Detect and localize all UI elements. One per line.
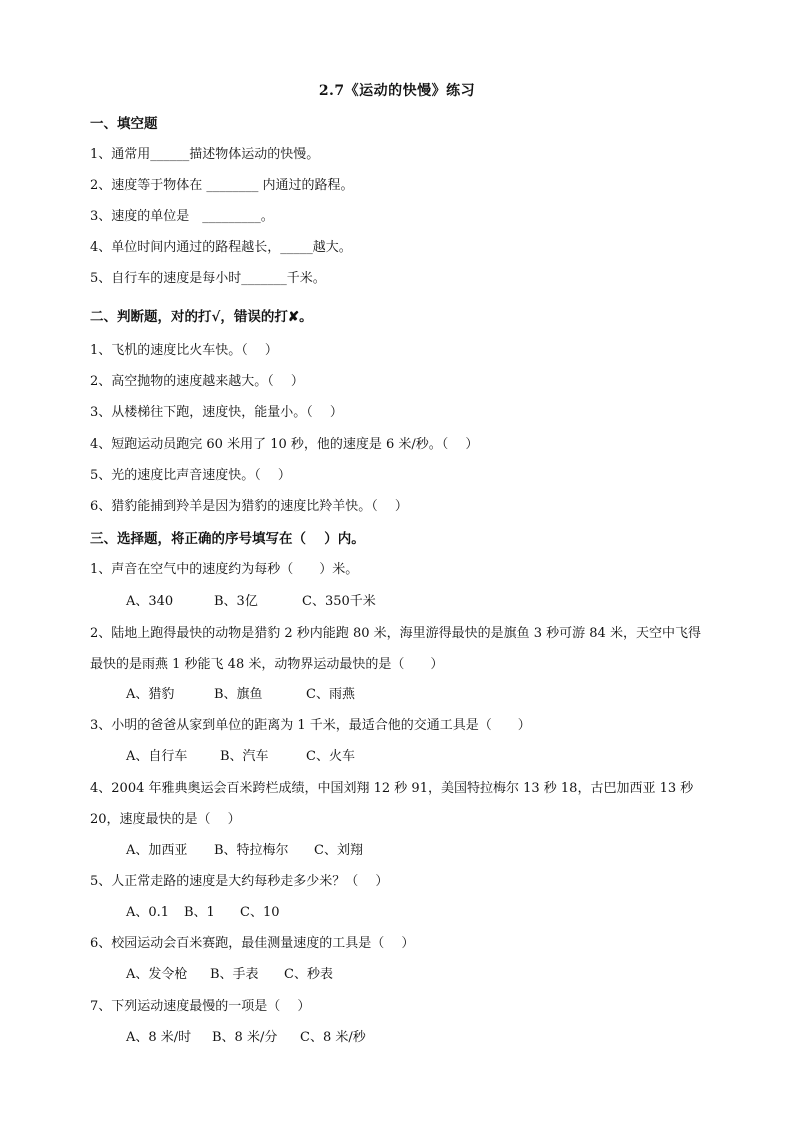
section-heading-true-false: 二、判断题，对的打√，错误的打✘。 [90,309,313,325]
section-heading-multiple-choice: 三、选择题，将正确的序号填写在（ ）内。 [90,531,365,547]
choice-option: A、加西亚 [126,843,188,858]
choice-question: 3、小明的爸爸从家到单位的距离为 1 千米，最适合他的交通工具是（ ） [90,718,531,733]
choice-options [126,686,355,704]
choice-option: B、汽车 [220,749,269,764]
fill-blank-item: 2、速度等于物体在 ________ 内通过的路程。 [90,178,354,193]
choice-option: C、350千米 [302,594,376,609]
choice-option: B、手表 [210,967,259,982]
choice-option: B、1 [184,905,215,920]
page-title: 2.7《运动的快慢》练习 [318,83,476,99]
choice-option: B、特拉梅尔 [214,843,289,858]
choice-option: A、8 米/时 [126,1030,192,1045]
choice-option: A、自行车 [126,749,188,764]
choice-options [126,748,355,766]
choice-option: C、雨燕 [306,687,355,702]
choice-option: B、旗鱼 [214,687,263,702]
section-heading-fill-blank: 一、填空题 [90,116,158,132]
choice-question: 1、声音在空气中的速度约为每秒（ ）米。 [90,562,359,577]
true-false-item: 2、高空抛物的速度越来越大。（ ） [90,374,304,389]
true-false-item: 3、从楼梯往下跑，速度快，能量小。（ ） [90,405,343,420]
true-false-item: 5、光的速度比声音速度快。（ ） [90,468,291,483]
choice-question: 5、人正常走路的速度是大约每秒走多少米？（ ） [90,874,389,889]
fill-blank-item: 4、单位时间内通过的路程越长，_____越大。 [90,240,352,255]
choice-question: 7、下列运动速度最慢的一项是（ ） [90,999,311,1014]
choice-question: 6、校园运动会百米赛跑，最佳测量速度的工具是（ ） [90,936,415,951]
choice-option: A、猎豹 [126,687,175,702]
choice-option: A、发令枪 [126,967,188,982]
choice-question: 4、2004 年雅典奥运会百米跨栏成绩，中国刘翔 12 秒 91，美国特拉梅尔 13 秒 18，古巴加西亚 13 秒 20，速度最快的是（ ） [90,781,694,827]
true-false-item: 1、飞机的速度比火车快。（ ） [90,343,278,358]
fill-blank-item: 5、自行车的速度是每小时_______千米。 [90,271,326,286]
choice-option: B、3亿 [214,594,258,609]
true-false-item: 6、猎豹能捕到羚羊是因为猎豹的速度比羚羊快。（ ） [90,499,408,514]
choice-option: A、0.1 [126,905,170,920]
fill-blank-item: 3、速度的单位是 _________。 [90,209,274,224]
choice-option: C、10 [240,905,280,920]
choice-option: C、刘翔 [314,843,363,858]
choice-option: A、340 [126,594,174,609]
choice-option: B、8 米/分 [212,1030,278,1045]
choice-options [126,1029,366,1047]
choice-option: C、秒表 [284,967,333,982]
choice-question: 2、陆地上跑得最快的动物是猎豹 2 秒内能跑 80 米，海里游得最快的是旗鱼 3 秒可游 84 米，天空中飞得最快的是雨燕 1 秒能飞 48 米，动物界运动最快的是（ ） [90,626,701,672]
choice-options [126,966,333,984]
choice-options [126,904,280,922]
choice-options [126,842,363,860]
fill-blank-item: 1、通常用______描述物体运动的快慢。 [90,147,320,162]
choice-option: C、8 米/秒 [300,1030,366,1045]
choice-option: C、火车 [306,749,355,764]
true-false-item: 4、短跑运动员跑完 60 米用了 10 秒，他的速度是 6 米/秒。（ ） [90,437,479,452]
choice-options [126,593,376,611]
